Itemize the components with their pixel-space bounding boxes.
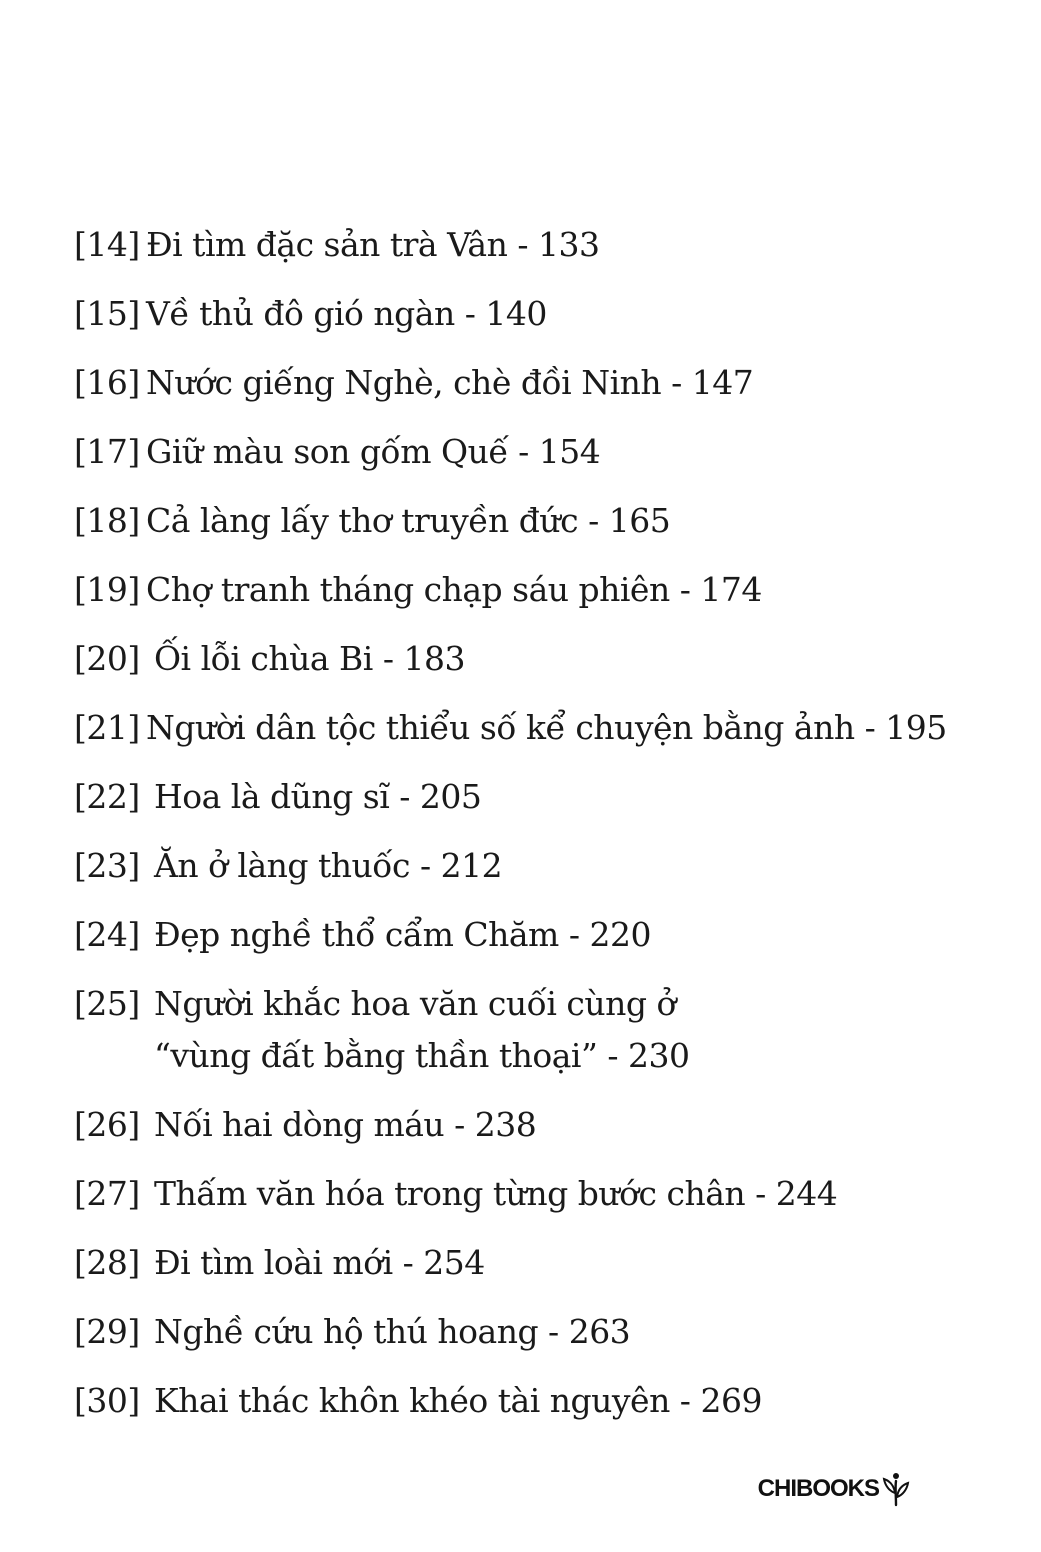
toc-entry-title: Ăn ở làng thuốc - 212 [154, 846, 503, 885]
toc-entry-title: Cả làng lấy thơ truyền đức - 165 [146, 501, 671, 540]
toc-entry-title: Hoa là dũng sĩ - 205 [154, 777, 482, 816]
toc-entry-24 [74, 912, 974, 958]
toc-entry-number: [16] [74, 363, 140, 402]
toc-entry-number: [28] [74, 1243, 140, 1282]
toc-entry-title: Đi tìm đặc sản trà Vân - 133 [146, 225, 600, 264]
publisher-logo [758, 1471, 911, 1507]
toc-entry-21 [74, 705, 974, 751]
toc-entry-number: [21] [74, 708, 140, 747]
toc-entry-number: [30] [74, 1381, 140, 1420]
toc-entry-number: [18] [74, 501, 140, 540]
toc-entry-16 [74, 360, 974, 406]
toc-entry-title: Về thủ đô gió ngàn - 140 [146, 294, 547, 333]
toc-entry-30 [74, 1378, 974, 1424]
toc-entry-number: [17] [74, 432, 140, 471]
toc-entry-26 [74, 1102, 974, 1148]
toc-entry-title: Ối lỗi chùa Bi - 183 [154, 639, 465, 678]
toc-entry-title: Đi tìm loài mới - 254 [154, 1243, 485, 1282]
toc-entry-17 [74, 429, 974, 475]
toc-entry-number: [23] [74, 846, 140, 885]
sprout-figure-icon [881, 1471, 911, 1507]
toc-entry-number: [25] [74, 984, 140, 1023]
toc-entry-number: [15] [74, 294, 140, 333]
toc-entry-title: Nước giếng Nghè, chè đồi Ninh - 147 [146, 363, 754, 402]
toc-entry-title: Người dân tộc thiểu số kể chuyện bằng ảnh - 195 [146, 708, 947, 747]
toc-entry-18 [74, 498, 974, 544]
toc-entry-15 [74, 291, 974, 337]
toc-entry-title: Khai thác khôn khéo tài nguyên - 269 [154, 1381, 762, 1420]
table-of-contents [74, 222, 974, 1447]
publisher-name: CHIBOOKS [757, 1475, 879, 1502]
toc-entry-title: Đẹp nghề thổ cẩm Chăm - 220 [154, 915, 651, 954]
toc-entry-number: [20] [74, 639, 140, 678]
toc-entry-28 [74, 1240, 974, 1286]
toc-entry-29 [74, 1309, 974, 1355]
toc-entry-title: Giữ màu son gốm Quế - 154 [146, 432, 601, 471]
toc-entry-title: Người khắc hoa văn cuối cùng ở [154, 984, 676, 1023]
toc-entry-title: Nghề cứu hộ thú hoang - 263 [154, 1312, 631, 1351]
toc-entry-number: [29] [74, 1312, 140, 1351]
toc-entry-number: [26] [74, 1105, 140, 1144]
toc-entry-20 [74, 636, 974, 682]
toc-entry-number: [19] [74, 570, 140, 609]
toc-entry-title: Nối hai dòng máu - 238 [154, 1105, 537, 1144]
toc-entry-number: [14] [74, 225, 140, 264]
toc-entry-19 [74, 567, 974, 613]
toc-entry-14 [74, 222, 974, 268]
toc-entry-27 [74, 1171, 974, 1217]
toc-entry-number: [22] [74, 777, 140, 816]
toc-entry-title-continued: “vùng đất bằng thần thoại” - 230 [154, 1036, 690, 1075]
toc-entry-title-block [154, 981, 689, 1079]
toc-entry-title: Thấm văn hóa trong từng bước chân - 244 [154, 1174, 838, 1213]
toc-entry-25 [74, 981, 974, 1079]
toc-entry-title: Chợ tranh tháng chạp sáu phiên - 174 [146, 570, 762, 609]
toc-entry-number: [27] [74, 1174, 140, 1213]
toc-entry-number: [24] [74, 915, 140, 954]
toc-entry-22 [74, 774, 974, 820]
toc-entry-23 [74, 843, 974, 889]
